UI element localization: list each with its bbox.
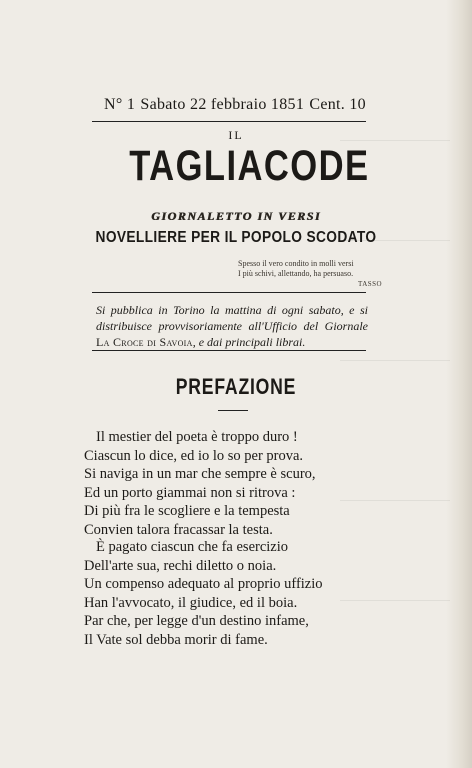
poem-line: Si naviga in un mar che sempre è scuro,: [84, 466, 316, 483]
epigraph-line: I più schivi, allettando, ha persuaso.: [238, 269, 354, 278]
issue-price: Cent. 10: [309, 96, 366, 113]
poem-stanza-1: [84, 428, 364, 540]
notice-text: Si pubblica in Torino la mattina di ogni sabato, e si distribuisce provvisoriamente all'Ufficio del Giornale: [96, 303, 368, 333]
poem-line: È pagato ciascun che fa esercizio: [96, 539, 289, 555]
epigraph: [238, 259, 383, 289]
title-article: IL: [228, 128, 244, 142]
poem-line: Han l'avvocato, il giudice, ed il boia.: [84, 594, 298, 611]
issue-number: N° 1: [104, 96, 136, 113]
poem-line: Ciascun lo dice, ed io lo so per prova.: [84, 447, 304, 464]
poem-line: Il Vate sol debba morir di fame.: [84, 631, 268, 648]
issue-date: Sabato 22 febbraio 1851: [140, 96, 305, 113]
poem-stanza-2: [84, 538, 364, 650]
bleed-through-line: [340, 360, 450, 361]
poem-line: Convien talora fracassar la testa.: [84, 521, 273, 538]
notice-text-end: , e dai principali librai.: [192, 335, 306, 349]
notice-newspaper-name: La Croce di Savoia: [96, 335, 193, 349]
poem-line: Il mestier del poeta è troppo duro !: [96, 429, 298, 445]
page-edge-shadow: [446, 0, 472, 768]
publication-notice: [96, 302, 368, 350]
ornate-subtitle: GIORNALETTO IN VERSI: [151, 209, 321, 223]
masthead-rule: [92, 121, 366, 122]
poem-line: Ed un porto giammai non si ritrova :: [84, 484, 296, 501]
newspaper-subtitle: NOVELLIERE PER IL POPOLO SCODATO: [95, 229, 377, 246]
poem-line: Un compenso adequato al proprio uffizio: [84, 576, 323, 593]
poem-line: Par che, per legge d'un destino infame,: [84, 613, 309, 630]
epigraph-author: TASSO: [358, 280, 383, 288]
poem-line: Di più fra le scogliere e la tempesta: [84, 503, 290, 520]
notice-bottom-rule: [92, 350, 366, 351]
section-heading: PREFAZIONE: [175, 374, 297, 399]
notice-top-rule: [92, 292, 366, 293]
heading-underline: [218, 410, 248, 411]
masthead-info: [104, 96, 366, 114]
newspaper-title: TAGLIACODE: [129, 142, 370, 190]
poem-line: Dell'arte sua, rechi diletto o noia.: [84, 557, 277, 574]
epigraph-line: Spesso il vero condito in molli versi: [238, 259, 354, 268]
